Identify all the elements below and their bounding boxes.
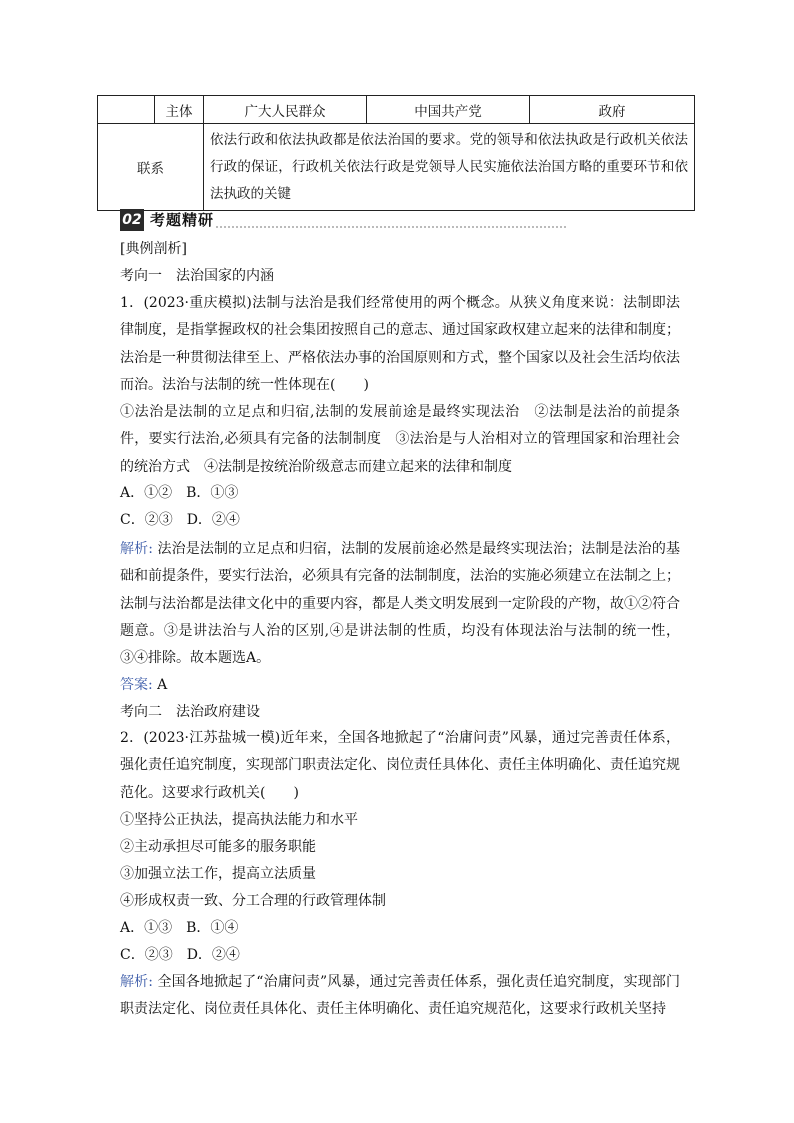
analysis-label: 解析:	[120, 541, 153, 557]
q2-options-row2: C．②③ D．②④	[120, 947, 240, 963]
table-cell-link-label: 联系	[98, 124, 204, 211]
table-cell: 政府	[530, 96, 695, 124]
table-cell	[98, 96, 155, 124]
q2-heading: 考向二 法治政府建设	[120, 704, 260, 720]
section-header	[120, 209, 450, 231]
q2-statement-2: ②主动承担尽可能多的服务职能	[120, 839, 316, 855]
answer-label: 答案:	[120, 677, 153, 693]
q1-statements: ①法治是法制的立足点和归宿,法制的发展前途是最终实现法治 ②法制是法治的前提条件，要实行法治,必须具有完备的法制制度 ③法治是与人治相对立的管理国家和治理社会的统治方式 ④法制是按统治阶级意志而建立起来的法律和制度	[120, 404, 680, 475]
table-cell-subject-label: 主体	[155, 96, 204, 124]
table-cell: 中国共产党	[367, 96, 530, 124]
q2-statement-1: ①坚持公正执法，提高执法能力和水平	[120, 812, 358, 828]
q2-stem: 2．(2023·江苏盐城一模)近年来，全国各地掀起了“治庸问责”风暴，通过完善责任体系，强化责任追究制度，实现部门职责法定化、岗位责任具体化、责任主体明确化、责任追究规范化。这要求行政机关( )	[120, 730, 680, 801]
q1-options-row2: C．②③ D．②④	[120, 512, 240, 528]
answer-text: A	[152, 677, 168, 693]
q1-stem: 1．(2023·重庆模拟)法制与法治是我们经常使用的两个概念。从狭义角度来说：法制即法律制度，是指掌握政权的社会集团按照自己的意志、通过国家政权建立起来的法律和制度；法治是一种贯彻法律至上、严格依法办事的治国原则和方式，整个国家以及社会生活均依法而治。法治与法制的统一性体现在( )	[120, 295, 680, 393]
q2-statement-3: ③加强立法工作，提高立法质量	[120, 866, 316, 882]
q1-analysis	[120, 536, 680, 672]
q1-heading: 考向一 法治国家的内涵	[120, 268, 274, 284]
comparison-table	[97, 95, 695, 211]
table-cell: 广大人民群众	[204, 96, 367, 124]
q1-options-row1: A．①② B．①③	[120, 485, 239, 501]
q2-analysis	[120, 969, 680, 1024]
q2-options-row1: A．①③ B．①④	[120, 920, 239, 936]
dotted-divider	[216, 226, 566, 228]
analysis-text: 全国各地掀起了“治庸问责”风暴，通过完善责任体系，强化责任追究制度，实现部门职责法定化、岗位责任具体化、责任主体明确化、责任追究规范化，这要求行政机关坚持	[120, 974, 681, 1018]
q2-statement-4: ④形成权责一致、分工合理的行政管理体制	[120, 893, 386, 909]
q1-answer	[120, 672, 680, 699]
table-cell-link-text: 依法行政和依法执政都是依法治国的要求。党的领导和依法执政是行政机关依法行政的保证，行政机关依法行政是党领导人民实施依法治国方略的重要环节和依法执政的关键	[204, 124, 695, 211]
section-number-badge: 02	[120, 209, 144, 231]
analysis-text: 法治是法制的立足点和归宿，法制的发展前途必然是最终实现法治；法制是法治的基础和前提条件，要实行法治，必须具有完备的法制制度，法治的实施必须建立在法制之上；法制与法治都是法律文化中的重要内容，都是人类文明发展到一定阶段的产物，故①②符合题意。③是讲法治与人治的区别,④是讲法制的性质，均没有体现法治与法制的统一性，③④排除。故本题选A。	[120, 541, 680, 667]
table-header-row	[98, 96, 695, 124]
table-row	[98, 124, 695, 211]
analysis-label: 解析:	[120, 974, 153, 990]
subsection-label: [典例剖析]	[120, 241, 187, 257]
section-title: 考题精研	[150, 211, 215, 229]
